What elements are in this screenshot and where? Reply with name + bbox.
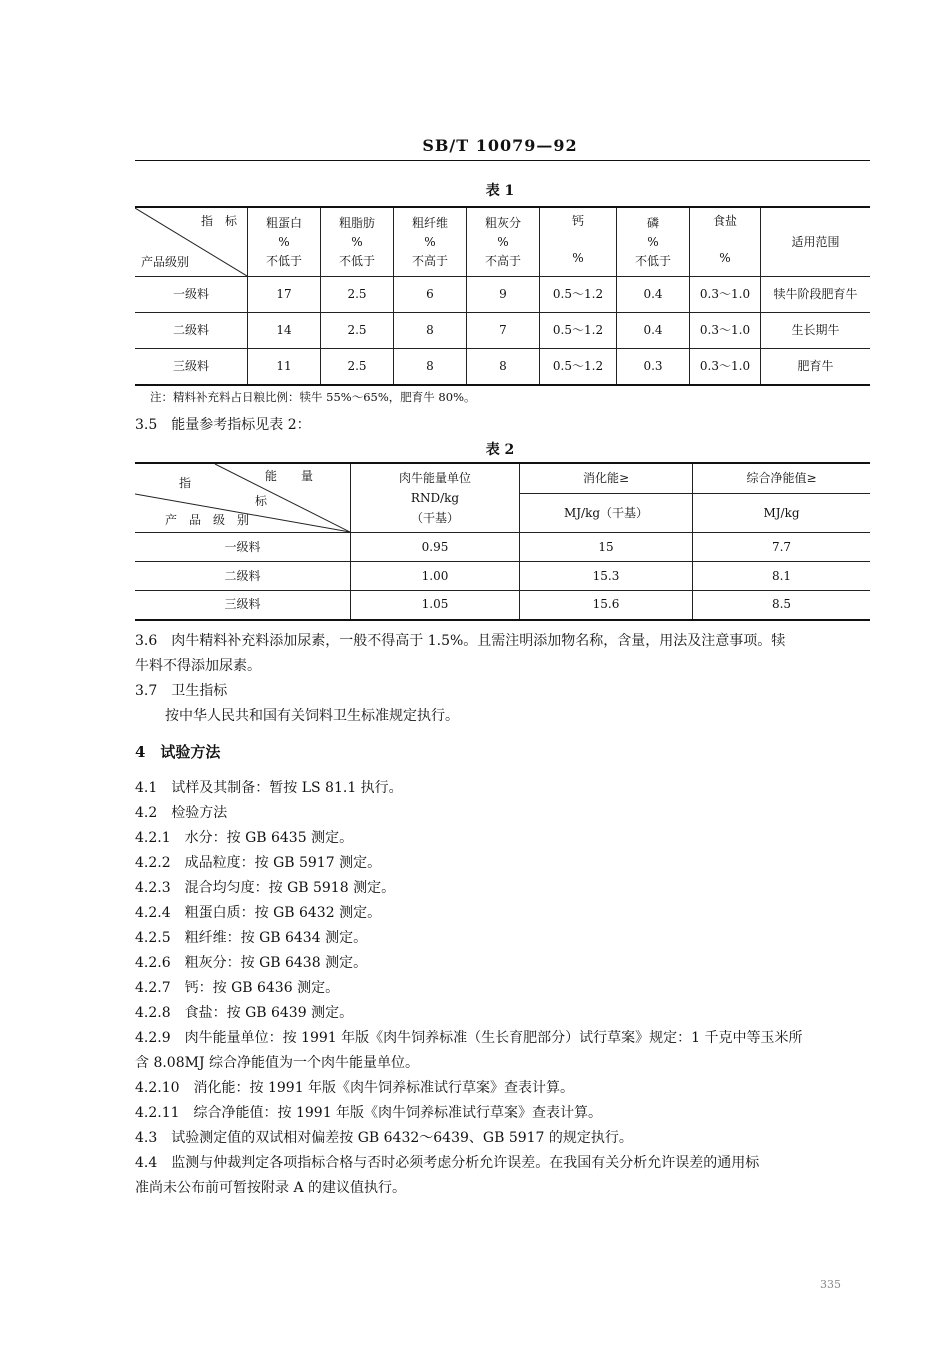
table1-header-fat: 粗脂肪 % 不低于 (321, 207, 394, 277)
table-row: 三级料 1.05 15.6 8.5 (135, 591, 870, 620)
table1-header-phosphorus: 磷 % 不低于 (617, 207, 690, 277)
table1-caption: 表 1 (485, 183, 515, 199)
section-4-2-2: 4.2.2 成品粒度：按 GB 5917 测定。 (135, 855, 382, 871)
table1-header-fiber: 粗纤维 % 不高于 (394, 207, 467, 277)
header-rule (135, 160, 870, 161)
table-row: 一级料 17 2.5 6 9 0.5～1.2 0.4 0.3～1.0 犊牛阶段肥育牛 (135, 277, 870, 313)
section-3-6-line1: 3.6 肉牛精料补充料添加尿素，一般不得高于 1.5%。且需注明添加物名称，含量，用法及注意事项。犊 (135, 633, 786, 649)
corner-biao-label: 标 (255, 494, 268, 508)
table1-header-salt: 食盐 % (690, 207, 761, 277)
table2-header-nev: 综合净能值≥ (693, 463, 871, 494)
section-3-5: 3.5 能量参考指标见表 2： (135, 417, 311, 433)
page-number: 335 (820, 1278, 841, 1291)
table2-header-nev-unit: MJ/kg (693, 494, 871, 533)
table1-header-protein: 粗蛋白 % 不低于 (248, 207, 321, 277)
table2-caption: 表 2 (485, 442, 515, 458)
section-4-2-5: 4.2.5 粗纤维：按 GB 6434 测定。 (135, 930, 368, 946)
section-3-6-line2: 牛料不得添加尿素。 (135, 658, 261, 674)
table1-header-scope: 适用范围 (761, 207, 871, 277)
section-4-2-11: 4.2.11 综合净能值：按 1991 年版《肉牛饲养标准试行草案》查表计算。 (135, 1105, 603, 1121)
section-4-3: 4.3 试验测定值的双试相对偏差按 GB 6432～6439、GB 5917 的规定执行。 (135, 1130, 633, 1146)
section-4-2-1: 4.2.1 水分：按 GB 6435 测定。 (135, 830, 354, 846)
table-row: 二级料 1.00 15.3 8.1 (135, 562, 870, 591)
corner-energy-label: 能 量 (265, 469, 314, 483)
corner-grade-label: 产 品 级 别 (165, 513, 250, 527)
corner-top-label: 指 标 (200, 214, 237, 228)
table2-header-rnd: 肉牛能量单位 RND/kg （干基） (351, 463, 520, 533)
standard-code-header: SB/T 10079—92 (422, 136, 578, 155)
table1-header-ash: 粗灰分 % 不高于 (467, 207, 540, 277)
section-4-2-7: 4.2.7 钙：按 GB 6436 测定。 (135, 980, 340, 996)
section-4-2-10: 4.2.10 消化能：按 1991 年版《肉牛饲养标准试行草案》查表计算。 (135, 1080, 575, 1096)
section-4-2-4: 4.2.4 粗蛋白质：按 GB 6432 测定。 (135, 905, 382, 921)
table-row: 三级料 11 2.5 8 8 0.5～1.2 0.3 0.3～1.0 肥育牛 (135, 349, 870, 385)
section-4-2-9-line1: 4.2.9 肉牛能量单位：按 1991 年版《肉牛饲养标准（生长育肥部分）试行草案》规定：1 千克中等玉米所 (135, 1030, 803, 1046)
table1 (135, 206, 870, 386)
section-4-heading: 4 试验方法 (135, 743, 221, 761)
section-3-7-body: 按中华人民共和国有关饲料卫生标准规定执行。 (165, 708, 459, 724)
table1-corner-cell (135, 207, 248, 277)
section-4-4-line1: 4.4 监测与仲裁判定各项指标合格与否时必须考虑分析允许误差。在我国有关分析允许误差的通用标 (135, 1155, 760, 1171)
section-3-7: 3.7 卫生指标 (135, 683, 228, 699)
corner-zhi-label: 指 (179, 476, 192, 490)
section-4-2-8: 4.2.8 食盐：按 GB 6439 测定。 (135, 1005, 354, 1021)
section-4-2-9-line2: 含 8.08MJ 综合净能值为一个肉牛能量单位。 (135, 1055, 420, 1071)
table1-header-calcium: 钙 % (540, 207, 617, 277)
section-4-4-line2: 准尚未公布前可暂按附录 A 的建议值执行。 (135, 1180, 407, 1196)
table-row: 二级料 14 2.5 8 7 0.5～1.2 0.4 0.3～1.0 生长期牛 (135, 313, 870, 349)
table2-corner-cell (135, 463, 351, 533)
section-4-2-6: 4.2.6 粗灰分：按 GB 6438 测定。 (135, 955, 368, 971)
section-4-2-3: 4.2.3 混合均匀度：按 GB 5918 测定。 (135, 880, 396, 896)
table1-note: 注：精料补充料占日粮比例：犊牛 55%～65%，肥育牛 80%。 (150, 390, 476, 404)
table2-header-de: 消化能≥ (520, 463, 693, 494)
corner-bottom-label: 产品级别 (141, 255, 190, 269)
table-row: 一级料 0.95 15 7.7 (135, 533, 870, 562)
table2-header-de-unit: MJ/kg（干基） (520, 494, 693, 533)
section-4-2: 4.2 检验方法 (135, 805, 228, 821)
section-4-1: 4.1 试样及其制备：暂按 LS 81.1 执行。 (135, 780, 403, 796)
table2 (135, 462, 870, 621)
